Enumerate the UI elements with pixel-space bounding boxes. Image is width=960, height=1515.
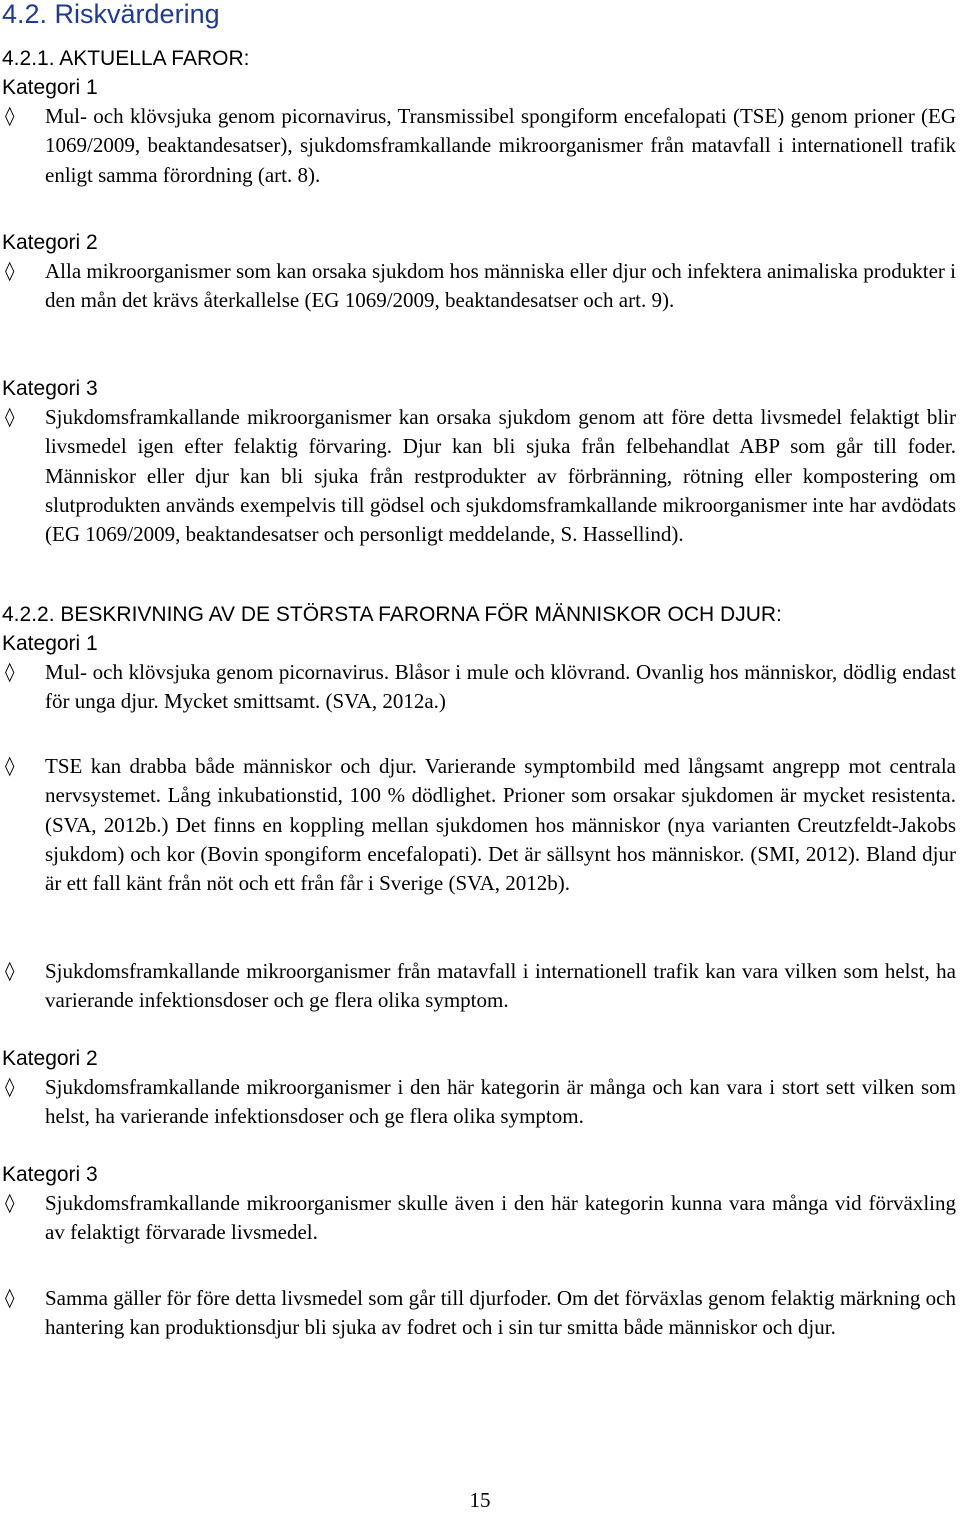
section-heading: 4.2. Riskvärdering (2, 0, 220, 29)
diamond-bullet-icon: ◊ (5, 1287, 15, 1309)
item-text: Sjukdomsframkallande mikroorganismer i den här kategorin är många och kan vara i stort sett vilken som helst, ha varierande infektionsdoser och ge flera olika symptom. (45, 1075, 956, 1129)
category-block (0, 1044, 960, 1132)
category-block (0, 374, 960, 549)
item-text: Sjukdomsframkallande mikroorganismer från matavfall i internationell trafik kan vara vilken som helst, ha varierande infektionsdoser och ge flera olika symptom. (45, 959, 956, 1013)
list-item (0, 403, 960, 549)
list-item-block (0, 1284, 960, 1343)
list-item-block (0, 752, 960, 898)
category-label: Kategori 3 (2, 1163, 98, 1186)
category-label: Kategori 2 (2, 231, 98, 254)
subsection-beskrivning (0, 600, 960, 717)
diamond-bullet-icon: ◊ (5, 260, 15, 282)
list-item (0, 1189, 960, 1248)
list-item-block (0, 957, 960, 1016)
category-label: Kategori 3 (2, 377, 98, 400)
item-text: Samma gäller för före detta livsmedel som går till djurfoder. Om det förväxlas genom felaktig märkning och hantering kan produktionsdjur bli sjuka av fodret och i sin tur smitta både människor och djur. (45, 1286, 956, 1340)
category-block (0, 228, 960, 316)
diamond-bullet-icon: ◊ (5, 1192, 15, 1214)
category-label: Kategori 1 (2, 76, 98, 99)
diamond-bullet-icon: ◊ (5, 406, 15, 428)
diamond-bullet-icon: ◊ (5, 661, 15, 683)
category-label: Kategori 2 (2, 1047, 98, 1070)
subsection-title: 4.2.1. AKTUELLA FAROR: (2, 47, 250, 70)
item-text: Mul- och klövsjuka genom picornavirus, Transmissibel spongiform encefalopati (TSE) genom prioner (EG 1069/2009, beaktandesatser), sjukdomsframkallande mikroorganismer från matavfall i internationell trafik enligt samma förordning (art. 8). (45, 104, 956, 187)
subsection-aktuella-faror (0, 44, 960, 190)
list-item (0, 1073, 960, 1132)
item-text: Sjukdomsframkallande mikroorganismer skulle även i den här kategorin kunna vara många vid förväxling av felaktigt förvarade livsmedel. (45, 1191, 956, 1245)
item-text: Alla mikroorganismer som kan orsaka sjukdom hos människa eller djur och infektera animaliska produkter i den mån det krävs återkallelse (EG 1069/2009, beaktandesatser och art. 9). (45, 259, 956, 313)
item-text: Mul- och klövsjuka genom picornavirus. Blåsor i mule och klövrand. Ovanlig hos människor, dödlig endast för unga djur. Mycket smittsamt. (SVA, 2012a.) (45, 660, 956, 714)
list-item (0, 257, 960, 316)
list-item (0, 658, 960, 717)
diamond-bullet-icon: ◊ (5, 105, 15, 127)
item-text: Sjukdomsframkallande mikroorganismer kan orsaka sjukdom genom att före detta livsmedel felaktigt blir livsmedel igen efter felaktig förvaring. Djur kan bli sjuka från felbehandlat ABP som går till foder. Människor eller djur kan bli sjuka från restprodukter av förbränning, rötning eller kompostering om slutprodukten används exempelvis till gödsel och sjukdomsframkallande mikroorganismer inte har avdödats (EG 1069/2009, beaktandesatser och personligt meddelande, S. Hassellind). (45, 405, 956, 547)
category-block (0, 1160, 960, 1248)
item-text: TSE kan drabba både människor och djur. Varierande symptombild med långsamt angrepp mot centrala nervsystemet. Lång inkubationstid, 100 % dödlighet. Prioner som orsakar sjukdomen är mycket resistenta. (SVA, 2012b.) Det finns en koppling mellan sjukdomen hos människor (nya varianten Creutzfeldt-Jakobs sjukdom) och kor (Bovin spongiform encefalopati). Det är sällsynt hos människor. (SMI, 2012). Bland djur är ett fall känt från nöt och ett från får i Sverige (SVA, 2012b). (45, 754, 956, 896)
subsection-title: 4.2.2. BESKRIVNING AV DE STÖRSTA FARORNA FÖR MÄNNISKOR OCH DJUR: (2, 603, 782, 626)
category-label: Kategori 1 (2, 632, 98, 655)
diamond-bullet-icon: ◊ (5, 755, 15, 777)
list-item (0, 752, 960, 898)
diamond-bullet-icon: ◊ (5, 1076, 15, 1098)
list-item (0, 957, 960, 1016)
list-item (0, 102, 960, 190)
diamond-bullet-icon: ◊ (5, 960, 15, 982)
page-number: 15 (469, 1488, 491, 1512)
list-item (0, 1284, 960, 1343)
